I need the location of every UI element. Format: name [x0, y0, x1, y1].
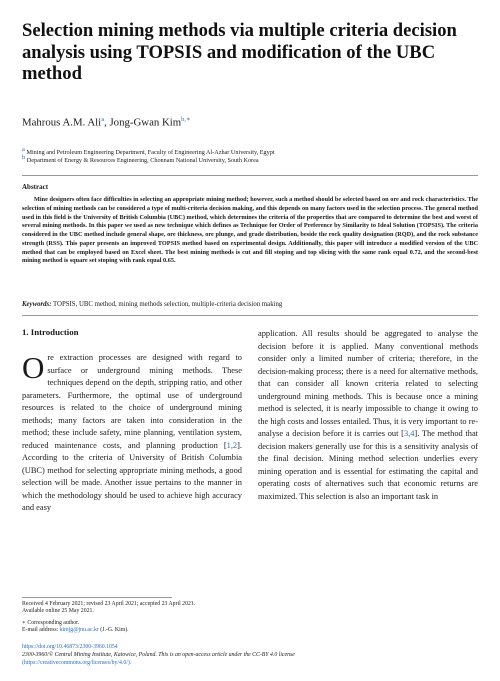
author-separator: ,: [104, 116, 110, 129]
affiliation: [22, 154, 259, 165]
citation-link[interactable]: 1,2: [226, 440, 238, 450]
citation-link[interactable]: 3,4: [403, 429, 415, 438]
license-line: 2300-3960/© Central Mining Institute, Katowice, Poland. This is an open-access article under the CC-BY 4.0 license: [22, 652, 295, 658]
body-text: ]. According to the criteria of University of British Columbia (UBC) method for selecting appropriate mining methods, a good selection will be made. Another issue pertains to the manner in which the methodology should be used to achieve high accuracy and easy: [22, 440, 242, 512]
affiliation-mark: a: [22, 146, 25, 153]
abstract-text: Mine designers often face difficulties in selecting an appropriate mining method; however, such a method should be selected based on ore and rock characteristics. The selection of mining methods can be considered a type of multi-criteria decision making, and this depends on many factors used in the selection process. The general method used in this field is the University of British Columbia (UBC) method, which determines the criteria of the properties that are compared to determine the best and worst of several mining methods. In this paper we used as new technique which defines as Technique for Order of Preference by Similarity to Ideal Solution (TOPSIS). The criteria considered in the UBC method include general shape, ore thickness, ore plunge, and grade distribution, beside the rock quality designation (RQD), and the rock substance strength (RSS). This paper presents an improved TOPSIS method based on experimental design. Additionally, this paper will introduce a modified version of the UBC method that can be employed based on Excel sheet. The best mining methods is cut and fill stoping and top slicing with the same rank equal 0.72, and the second-best mining method is square set stoping with rank equal 0.65.: [22, 196, 478, 265]
author-affiliation-mark[interactable]: b,∗: [181, 116, 191, 123]
body-text: application. All results should be aggregated to analyse the decision before it is applied. Many conventional methods consider only a limited number of criteria; therefore, in the decision-making process; there is a need for alternative methods, that can consider all known criteria related to selecting underground mining methods. This is because once a mining method is selected, it is nearly impossible to change it owing to the high costs and losses entailed. Thus, it is very important to re-analyse a decision before it is carries out [: [258, 329, 478, 438]
author-name[interactable]: Mahrous A.M. Ali: [22, 116, 102, 129]
corresponding-author: ∗ Corresponding author.: [22, 620, 80, 626]
author-list: [22, 115, 190, 129]
author-name[interactable]: Jong-Gwan Kim: [109, 116, 182, 129]
email-suffix: (J.-G. Kim).: [98, 627, 129, 633]
body-column-left: [22, 352, 242, 515]
divider: [22, 315, 478, 316]
license-url[interactable]: (https://creativecommons.org/licenses/by/4.0/).: [22, 660, 132, 666]
affiliation-text: Mining and Petroleum Engineering Department, Faculty of Engineering Al-Azhar University, Egypt: [26, 149, 275, 157]
article-title: Selection mining methods via multiple criteria decision analysis using TOPSIS and modification of the UBC method: [22, 20, 457, 84]
available-online: Available online 25 May 2021.: [22, 608, 94, 614]
keywords: [22, 301, 282, 308]
received-dates: Received 4 February 2021; revised 23 April 2021; accepted 23 April 2021.: [22, 601, 196, 607]
body-column-right: [258, 328, 478, 503]
doi-link: [22, 644, 118, 651]
email-label: E-mail address:: [22, 627, 60, 633]
author-affiliation-mark[interactable]: a: [101, 116, 105, 123]
affiliation-mark: b: [22, 154, 26, 161]
drop-cap: O: [22, 350, 45, 385]
footnote-divider: [22, 597, 172, 598]
keywords-list: TOPSIS, UBC method, mining methods selection, multiple-criteria decision making: [53, 301, 283, 308]
body-text: ]. The method that decision makers generally use for this is a sensitivity analysis of the final decision. Mining method selection underlies every mining operation and is essential for estimating the capital and operating costs of alternatives such that economic returns are maximized. This selection is also an important task in: [258, 429, 478, 501]
affiliation-text: Department of Energy & Resources Engineering, Chonnam National University, South Korea: [26, 157, 259, 165]
divider: [22, 175, 478, 176]
body-text: re extraction processes are designed with regard to surface or underground mining methods. These techniques depend on the depth, stripping ratio, and other parameters. Furthermore, the optimal use of underground resources is related to the choice of underground mining methods; many factors are taken into consideration in the method; these include safety, mine planning, ventilation system, reduced maintenance costs, and planning production [: [22, 353, 242, 450]
license-url-line: [22, 660, 131, 667]
email-link[interactable]: kimjg@jnu.ac.kr: [59, 627, 99, 633]
email-line: [22, 627, 129, 634]
keywords-label: Keywords:: [22, 301, 52, 308]
doi-url[interactable]: https://doi.org/10.46873/2300-3960.1054: [22, 644, 118, 650]
abstract-heading: Abstract: [22, 183, 49, 191]
section-heading: 1. Introduction: [22, 327, 79, 337]
